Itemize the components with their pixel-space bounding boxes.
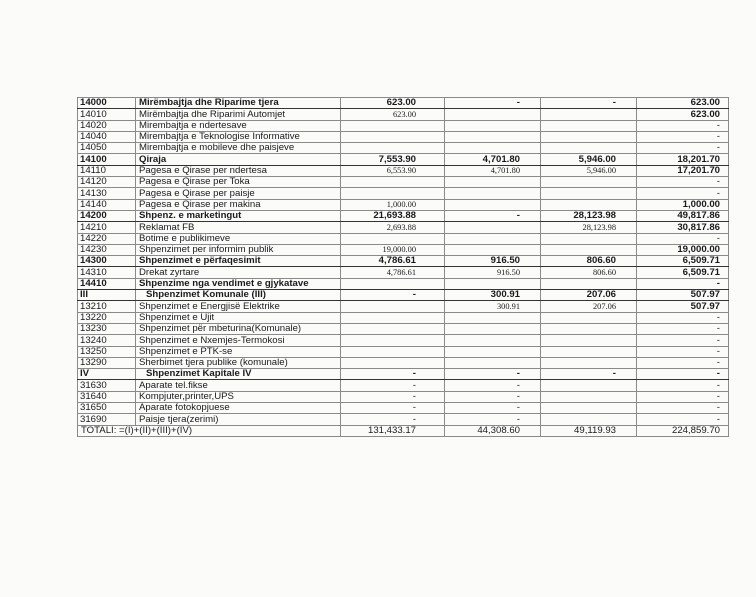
cell-v4: - (637, 346, 729, 357)
cell-desc: Shpenzimet e përfaqesimit (136, 256, 341, 267)
cell-code: 13290 (78, 357, 136, 368)
cell-code: 14020 (78, 120, 136, 131)
table-row (78, 256, 729, 267)
table-row (78, 143, 729, 154)
table-row (78, 323, 729, 334)
total-v3: 49,119.93 (541, 425, 637, 436)
cell-code: 13220 (78, 312, 136, 323)
cell-v4: 49,817.86 (637, 210, 729, 221)
cell-code: 14000 (78, 98, 136, 109)
cell-v2 (445, 323, 541, 334)
cell-v3 (541, 109, 637, 120)
cell-v2 (445, 278, 541, 289)
cell-desc: Shpenzime nga vendimet e gjykatave (136, 278, 341, 289)
cell-v1: 623.00 (341, 109, 445, 120)
cell-code: 14200 (78, 210, 136, 221)
cell-v4: 6,509.71 (637, 256, 729, 267)
cell-v2: 300.91 (445, 301, 541, 312)
table-row (78, 346, 729, 357)
cell-v4: - (637, 143, 729, 154)
cell-v3 (541, 323, 637, 334)
table-row (78, 357, 729, 368)
cell-v2 (445, 188, 541, 199)
cell-code: 13210 (78, 301, 136, 312)
cell-code: 14220 (78, 233, 136, 244)
cell-v2: - (445, 98, 541, 109)
cell-v3 (541, 244, 637, 255)
cell-v4: 507.97 (637, 290, 729, 301)
cell-v1: - (341, 391, 445, 402)
table-row (78, 278, 729, 289)
cell-v2: 4,701.80 (445, 165, 541, 176)
cell-v1: - (341, 380, 445, 391)
cell-desc: Shpenzimet per informim publik (136, 244, 341, 255)
cell-code: 14050 (78, 143, 136, 154)
cell-v3: 806.60 (541, 267, 637, 278)
expenditure-table (77, 97, 729, 437)
cell-desc: Mirembajtja e Teknologise Informative (136, 131, 341, 142)
table-row (78, 188, 729, 199)
table-row (78, 244, 729, 255)
cell-v1: - (341, 290, 445, 301)
cell-v3 (541, 380, 637, 391)
table-row (78, 267, 729, 278)
table-row (78, 210, 729, 221)
cell-code: 31690 (78, 414, 136, 425)
cell-v3 (541, 120, 637, 131)
cell-desc: Mirembajtja e mobileve dhe paisjeve (136, 143, 341, 154)
cell-v4: 507.97 (637, 301, 729, 312)
cell-v4: 1,000.00 (637, 199, 729, 210)
cell-v4: - (637, 357, 729, 368)
cell-v3: 806.60 (541, 256, 637, 267)
cell-v3 (541, 414, 637, 425)
cell-v2: - (445, 403, 541, 414)
table-row (78, 109, 729, 120)
cell-v4: - (637, 369, 729, 380)
cell-desc: Shpenz. e marketingut (136, 210, 341, 221)
table-row (78, 120, 729, 131)
cell-v1: - (341, 403, 445, 414)
cell-desc: Shpenzimet për mbeturina(Komunale) (136, 323, 341, 334)
cell-v2: - (445, 210, 541, 221)
cell-v2: - (445, 391, 541, 402)
cell-v1 (341, 233, 445, 244)
cell-v4: 17,201.70 (637, 165, 729, 176)
cell-code: 13240 (78, 335, 136, 346)
cell-v4: 18,201.70 (637, 154, 729, 165)
cell-v2: 916.50 (445, 256, 541, 267)
cell-v1 (341, 335, 445, 346)
table-row (78, 414, 729, 425)
cell-code: IV (78, 369, 136, 380)
cell-code: 14230 (78, 244, 136, 255)
cell-v4: - (637, 120, 729, 131)
cell-desc: Mirëmbajtja dhe Riparime tjera (136, 98, 341, 109)
cell-v1 (341, 177, 445, 188)
cell-v2 (445, 335, 541, 346)
cell-v3: 28,123.98 (541, 222, 637, 233)
cell-v3 (541, 312, 637, 323)
cell-desc: Shpenzimet e Energjisë Elektrike (136, 301, 341, 312)
cell-v4: 623.00 (637, 98, 729, 109)
cell-v3 (541, 335, 637, 346)
cell-v1: 4,786.61 (341, 267, 445, 278)
cell-v4: - (637, 323, 729, 334)
cell-desc: Mirembajtja e ndertesave (136, 120, 341, 131)
cell-v4: 623.00 (637, 109, 729, 120)
table-row (78, 233, 729, 244)
cell-code: 14300 (78, 256, 136, 267)
cell-v1 (341, 278, 445, 289)
table-row (78, 98, 729, 109)
total-v2: 44,308.60 (445, 425, 541, 436)
cell-code: 31630 (78, 380, 136, 391)
cell-v3: 207.06 (541, 290, 637, 301)
cell-v4: - (637, 233, 729, 244)
table-row (78, 380, 729, 391)
cell-v1 (341, 323, 445, 334)
cell-v1: 6,553.90 (341, 165, 445, 176)
cell-v1: 19,000.00 (341, 244, 445, 255)
cell-v2 (445, 177, 541, 188)
cell-v1 (341, 120, 445, 131)
cell-v3 (541, 357, 637, 368)
cell-v1: 2,693.88 (341, 222, 445, 233)
cell-code: III (78, 290, 136, 301)
cell-code: 14010 (78, 109, 136, 120)
cell-code: 14410 (78, 278, 136, 289)
total-row (78, 425, 729, 436)
table-row (78, 154, 729, 165)
cell-v4: - (637, 403, 729, 414)
cell-v2: 4,701.80 (445, 154, 541, 165)
cell-v1: 1,000.00 (341, 199, 445, 210)
total-v4: 224,859.70 (637, 425, 729, 436)
cell-v3: 207.06 (541, 301, 637, 312)
table-row (78, 391, 729, 402)
cell-v2 (445, 357, 541, 368)
cell-v2 (445, 131, 541, 142)
table-row (78, 177, 729, 188)
cell-v2 (445, 222, 541, 233)
cell-v4: - (637, 380, 729, 391)
cell-desc: Pagesa e Qirase per paisje (136, 188, 341, 199)
cell-desc: Kompjuter,printer,UPS (136, 391, 341, 402)
cell-v2 (445, 199, 541, 210)
cell-v3 (541, 188, 637, 199)
table-row (78, 165, 729, 176)
cell-desc: Drekat zyrtare (136, 267, 341, 278)
cell-v1 (341, 312, 445, 323)
table-row (78, 290, 729, 301)
cell-v1: - (341, 414, 445, 425)
cell-v3 (541, 346, 637, 357)
cell-v3: 28,123.98 (541, 210, 637, 221)
cell-code: 13250 (78, 346, 136, 357)
cell-v2 (445, 244, 541, 255)
cell-v3 (541, 391, 637, 402)
cell-v2: 916.50 (445, 267, 541, 278)
cell-v4: - (637, 414, 729, 425)
cell-v4: - (637, 188, 729, 199)
table-row (78, 301, 729, 312)
cell-v1 (341, 188, 445, 199)
cell-desc: Aparate tel.fikse (136, 380, 341, 391)
cell-desc: Qiraja (136, 154, 341, 165)
cell-v1: 7,553.90 (341, 154, 445, 165)
cell-v2 (445, 233, 541, 244)
cell-desc: Shpenzimet e Ujit (136, 312, 341, 323)
cell-v1 (341, 131, 445, 142)
table-row (78, 403, 729, 414)
cell-v4: 19,000.00 (637, 244, 729, 255)
cell-v4: - (637, 131, 729, 142)
cell-v3 (541, 403, 637, 414)
cell-v1 (341, 346, 445, 357)
cell-desc: Reklamat FB (136, 222, 341, 233)
cell-desc: Pagesa e Qirase per Toka (136, 177, 341, 188)
cell-v4: - (637, 312, 729, 323)
cell-v4: - (637, 391, 729, 402)
cell-v4: 30,817.86 (637, 222, 729, 233)
cell-v2 (445, 120, 541, 131)
cell-v4: - (637, 177, 729, 188)
cell-v3: - (541, 369, 637, 380)
cell-desc: Shpenzimet e Nxemjes-Termokosi (136, 335, 341, 346)
cell-v2: - (445, 380, 541, 391)
cell-v1 (341, 301, 445, 312)
total-v1: 131,433.17 (341, 425, 445, 436)
cell-v4: - (637, 335, 729, 346)
cell-v2 (445, 312, 541, 323)
cell-code: 14130 (78, 188, 136, 199)
cell-v3 (541, 177, 637, 188)
total-label: TOTALI: =(I)+(II)+(III)+(IV) (78, 425, 341, 436)
cell-v2: 300.91 (445, 290, 541, 301)
cell-code: 14120 (78, 177, 136, 188)
cell-code: 13230 (78, 323, 136, 334)
cell-code: 31640 (78, 391, 136, 402)
cell-code: 14040 (78, 131, 136, 142)
cell-desc: Pagesa e Qirase per makina (136, 199, 341, 210)
table-row (78, 222, 729, 233)
cell-desc: Pagesa e Qirase per ndertesa (136, 165, 341, 176)
cell-v1: 21,693.88 (341, 210, 445, 221)
cell-desc: Shpenzimet Kapitale IV (136, 369, 341, 380)
cell-v4: 6,509.71 (637, 267, 729, 278)
cell-desc: Shpenzimet Komunale (III) (136, 290, 341, 301)
cell-v1 (341, 357, 445, 368)
cell-code: 14100 (78, 154, 136, 165)
cell-v3 (541, 233, 637, 244)
cell-v3 (541, 278, 637, 289)
cell-v3: 5,946.00 (541, 154, 637, 165)
cell-v2 (445, 143, 541, 154)
cell-desc: Shpenzimet e PTK-se (136, 346, 341, 357)
table-row (78, 312, 729, 323)
cell-code: 31650 (78, 403, 136, 414)
table-row (78, 335, 729, 346)
cell-v1: 623.00 (341, 98, 445, 109)
table-row (78, 131, 729, 142)
cell-v4: - (637, 278, 729, 289)
cell-code: 14310 (78, 267, 136, 278)
cell-v1: - (341, 369, 445, 380)
cell-v3 (541, 143, 637, 154)
cell-desc: Sherbimet tjera publike (komunale) (136, 357, 341, 368)
cell-desc: Botime e publikimeve (136, 233, 341, 244)
cell-v3 (541, 199, 637, 210)
cell-v2 (445, 109, 541, 120)
cell-code: 14110 (78, 165, 136, 176)
table-body (78, 98, 729, 437)
cell-code: 14210 (78, 222, 136, 233)
table-row (78, 369, 729, 380)
table-row (78, 199, 729, 210)
cell-v3: 5,946.00 (541, 165, 637, 176)
cell-v2: - (445, 414, 541, 425)
cell-desc: Aparate fotokopjuese (136, 403, 341, 414)
cell-code: 14140 (78, 199, 136, 210)
cell-v1: 4,786.61 (341, 256, 445, 267)
cell-desc: Paisje tjera(zerimi) (136, 414, 341, 425)
cell-desc: Mirëmbajtja dhe Riparimi Automjet (136, 109, 341, 120)
cell-v3: - (541, 98, 637, 109)
cell-v2 (445, 346, 541, 357)
cell-v2: - (445, 369, 541, 380)
cell-v1 (341, 143, 445, 154)
cell-v3 (541, 131, 637, 142)
